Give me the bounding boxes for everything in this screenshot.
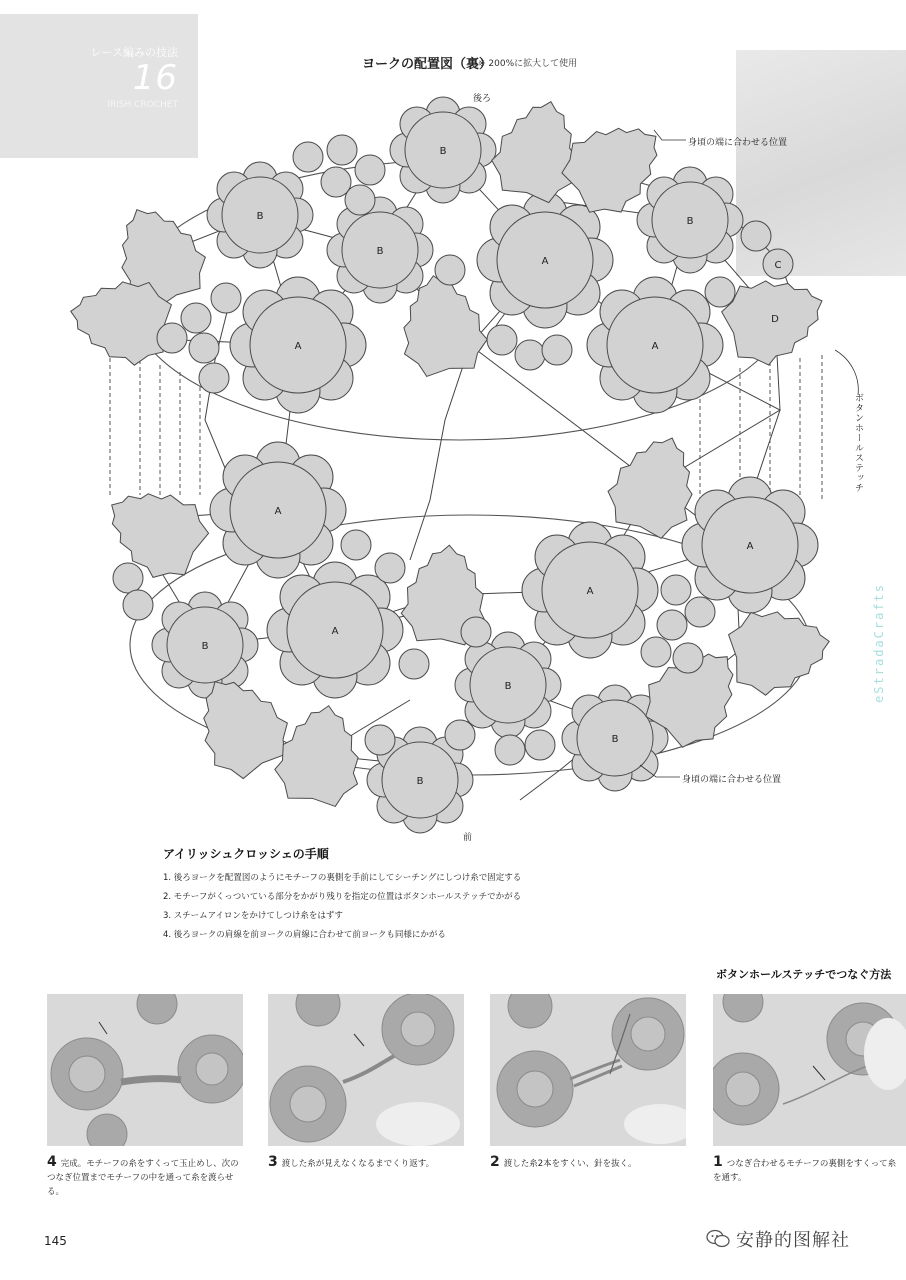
instructions-title: アイリッシュクロッシェの手順 (163, 847, 329, 861)
label-back: 後ろ (473, 94, 492, 104)
motif-letter: D (771, 314, 779, 325)
motif-letter: A (331, 626, 339, 637)
caption-step-1 (713, 1155, 903, 1185)
caption-number: 4 (47, 1154, 57, 1170)
motif-letter: B (376, 246, 384, 257)
instructions (163, 845, 521, 945)
motif-letter: A (541, 256, 549, 267)
motif-letter: A (746, 541, 754, 552)
caption-text: 完成。モチーフの糸をすくって玉止めし、次のつなぎ位置までモチーフの中を通って糸を渡らせる。 (47, 1159, 239, 1197)
chat-bubble-icon (706, 1229, 730, 1249)
step-photo-1 (713, 994, 906, 1146)
series-subtitle: IRISH CROCHET (107, 100, 178, 110)
brand-watermark (706, 1226, 850, 1252)
scale-note: ※ 200%に拡大して使用 (478, 59, 578, 69)
label-bodice-edge-top: 身頃の端に合わせる位置 (688, 138, 788, 148)
series-label: レース編みの技法 (90, 46, 178, 59)
instruction-step: 2. モチーフがくっついている部分をかがり残りを指定の位置はボタンホールステッチでかがる (163, 892, 522, 902)
brand-name: 安静的图解社 (736, 1230, 850, 1251)
step-photo-3 (268, 994, 464, 1146)
step-photo-2 (490, 994, 686, 1146)
caption-text: 渡した糸2本をすくい、針を抜く。 (503, 1159, 637, 1169)
motif-letter: A (651, 341, 659, 352)
page-number: 145 (44, 1234, 67, 1248)
caption-number: 1 (713, 1154, 723, 1170)
instruction-step: 4. 後ろヨークの肩線を前ヨークの肩線に合わせて前ヨークも同様にかがる (163, 930, 446, 940)
method-title: ボタンホールステッチでつなぐ方法 (716, 968, 892, 981)
motif-letter: B (256, 211, 264, 222)
motif-letter: B (439, 146, 447, 157)
instruction-step: 1. 後ろヨークを配置図のようにモチーフの裏側を手前にしてシーチングにしつけ糸で固定する (163, 873, 522, 883)
caption-text: 渡した糸が見えなくなるまでくり返す。 (281, 1159, 435, 1169)
caption-number: 3 (268, 1154, 278, 1170)
motif-letter: A (586, 586, 594, 597)
caption-step-3 (268, 1155, 468, 1171)
diagram-title: ヨークの配置図（裏） (362, 57, 493, 72)
caption-step-4 (47, 1155, 247, 1199)
motif-letter: A (274, 506, 282, 517)
instruction-step: 3. スチームアイロンをかけてしつけ糸をはずす (163, 911, 343, 921)
label-buttonhole-stitch: ボタンホールステッチ (853, 393, 863, 493)
motif-letter: C (774, 260, 782, 271)
motif-letter: B (686, 216, 694, 227)
pattern-number: 16 (132, 58, 178, 98)
label-front: 前 (463, 833, 473, 843)
caption-text: つなぎ合わせるモチーフの裏側をすくって糸を通す。 (713, 1159, 897, 1183)
caption-step-2 (490, 1155, 690, 1171)
motif-letter: B (504, 681, 512, 692)
caption-number: 2 (490, 1154, 500, 1170)
side-watermark: eStradaCrafts (872, 583, 886, 703)
motif-letter: A (294, 341, 302, 352)
step-photo-4 (47, 994, 243, 1146)
motif-letter: B (611, 734, 619, 745)
motif-letter: B (201, 641, 209, 652)
label-bodice-edge-bottom: 身頃の端に合わせる位置 (682, 775, 782, 785)
motif-letter: B (416, 776, 424, 787)
